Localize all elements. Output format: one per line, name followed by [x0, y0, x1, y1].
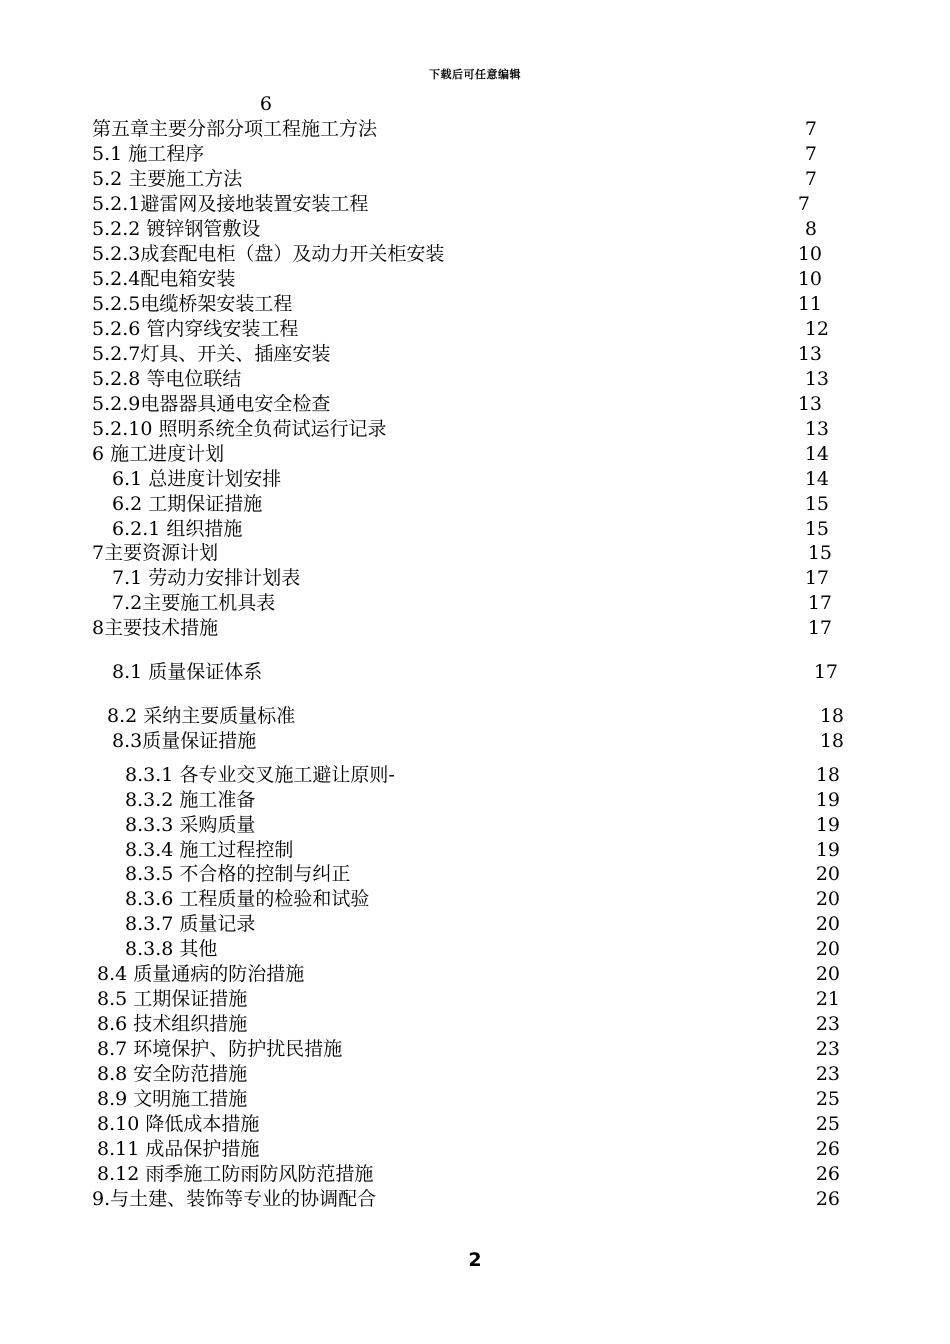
toc-entry-title: 5.2.5电缆桥架安装工程 — [92, 293, 293, 315]
toc-entry-page: 15 — [807, 542, 832, 564]
toc-entry-page: 18 — [819, 730, 844, 752]
toc-entry-page: 19 — [815, 789, 840, 811]
toc-entry — [0, 962, 950, 987]
toc-entry-page: 25 — [815, 1088, 840, 1110]
toc-entry — [0, 267, 950, 292]
toc-entry-page: 7 — [797, 193, 810, 215]
toc-entry-title: 6 施工进度计划 — [92, 443, 225, 465]
toc-entry — [0, 729, 950, 754]
toc-entry-page: 7 — [804, 168, 817, 190]
toc-entry-title: 8.3质量保证措施 — [112, 730, 257, 752]
toc-entry-title: 6.2 工期保证措施 — [112, 493, 263, 515]
toc-entry-page: 20 — [815, 888, 840, 910]
toc-entry-title: 8主要技术措施 — [92, 617, 219, 639]
toc-entry — [0, 217, 950, 242]
toc-entry — [0, 541, 950, 566]
toc-entry — [0, 912, 950, 937]
toc-entry-page: 20 — [815, 913, 840, 935]
toc-entry — [0, 342, 950, 367]
toc-entry — [0, 1037, 950, 1062]
toc-entry-page: 26 — [815, 1188, 840, 1210]
toc-entry-page: 7 — [804, 118, 817, 140]
toc-entry-title: 8.3.1 各专业交叉施工避让原则- — [125, 764, 395, 786]
toc-entry-page: 11 — [797, 293, 822, 315]
page-header: 下载后可任意编辑 — [429, 68, 521, 81]
toc-entry-page: 20 — [815, 963, 840, 985]
toc-entry-title: 8.3.3 采购质量 — [125, 814, 256, 836]
toc-entry — [0, 937, 950, 962]
toc-entry-title: 9.与土建、装饰等专业的协调配合 — [92, 1188, 377, 1210]
toc-entry-page: 19 — [815, 839, 840, 861]
toc-entry — [0, 417, 950, 442]
toc-entry-title: 7主要资源计划 — [92, 542, 219, 564]
toc-entry-page: 8 — [804, 218, 817, 240]
toc-entry-page: 13 — [804, 418, 829, 440]
toc-entry-title: 5.2.10 照明系统全负荷试运行记录 — [92, 418, 387, 440]
toc-entry-page: 25 — [815, 1113, 840, 1135]
toc-entry-title: 第五章主要分部分项工程施工方法 — [92, 118, 378, 140]
toc-entry-title: 8.3.8 其他 — [125, 938, 218, 960]
toc-entry — [0, 1162, 950, 1187]
toc-entry — [0, 117, 950, 142]
toc-entry — [0, 862, 950, 887]
toc-entry — [0, 788, 950, 813]
toc-entry-page: 18 — [815, 764, 840, 786]
toc-orphan-page-line — [0, 92, 950, 117]
toc-entry-title: 5.1 施工程序 — [92, 143, 205, 165]
toc-entry-title: 6.1 总进度计划安排 — [112, 468, 282, 490]
toc-entry-title: 5.2.6 管内穿线安装工程 — [92, 318, 299, 340]
toc-entry-title: 8.3.2 施工准备 — [125, 789, 256, 811]
toc-entry-title: 5.2 主要施工方法 — [92, 168, 243, 190]
toc-entry-page: 23 — [815, 1013, 840, 1035]
toc-entry-title: 6.2.1 组织措施 — [112, 518, 243, 540]
toc-entry-title: 5.2.3成套配电柜（盘）及动力开关柜安装 — [92, 243, 445, 265]
toc-entry-page: 13 — [804, 368, 829, 390]
toc-entry-page: 17 — [813, 661, 838, 683]
toc-entry — [0, 660, 950, 685]
toc-entry-title: 8.10 降低成本措施 — [97, 1113, 260, 1135]
toc-entry-page: 19 — [815, 814, 840, 836]
toc-entry — [0, 517, 950, 542]
toc-entry-page: 10 — [797, 268, 822, 290]
toc-entry-page: 17 — [807, 617, 832, 639]
toc-entry — [0, 1062, 950, 1087]
page-number: 2 — [468, 1249, 482, 1271]
toc-entry-title: 8.7 环境保护、防护扰民措施 — [97, 1038, 343, 1060]
toc-entry — [0, 763, 950, 788]
toc-entry-page: 14 — [804, 468, 829, 490]
toc-entry-page: 21 — [815, 988, 840, 1010]
toc-entry-page: 15 — [804, 518, 829, 540]
toc-entry — [0, 467, 950, 492]
toc-entry — [0, 813, 950, 838]
toc-entry — [0, 1012, 950, 1037]
toc-entry-page: 23 — [815, 1063, 840, 1085]
toc-entry-title: 8.8 安全防范措施 — [97, 1063, 248, 1085]
toc-entry-title: 8.3.4 施工过程控制 — [125, 839, 294, 861]
toc-entry-title: 8.3.7 质量记录 — [125, 913, 256, 935]
toc-entry-page: 23 — [815, 1038, 840, 1060]
toc-entry — [0, 616, 950, 641]
toc-entry-page: 7 — [804, 143, 817, 165]
toc-entry-title: 5.2.1避雷网及接地装置安装工程 — [92, 193, 369, 215]
toc-entry — [0, 1112, 950, 1137]
toc-entry-title: 8.6 技术组织措施 — [97, 1013, 248, 1035]
toc-entry-page: 26 — [815, 1163, 840, 1185]
toc-entry-title: 8.2 采纳主要质量标准 — [107, 705, 296, 727]
toc-entry-title: 8.4 质量通病的防治措施 — [97, 963, 305, 985]
toc-entry — [0, 167, 950, 192]
toc-entry — [0, 442, 950, 467]
toc-entry — [0, 1187, 950, 1212]
toc-entry — [0, 292, 950, 317]
toc-entry-title: 5.2.7灯具、开关、插座安装 — [92, 343, 331, 365]
toc-entry-title: 8.9 文明施工措施 — [97, 1088, 248, 1110]
toc-entry — [0, 1087, 950, 1112]
toc-entry — [0, 838, 950, 863]
toc-entry — [0, 492, 950, 517]
toc-entry-title: 8.5 工期保证措施 — [97, 988, 248, 1010]
toc-entry-page: 18 — [819, 705, 844, 727]
toc-entry — [0, 591, 950, 616]
toc-entry-page: 26 — [815, 1138, 840, 1160]
toc-entry — [0, 392, 950, 417]
toc-entry — [0, 317, 950, 342]
toc-entry-title: 7.2主要施工机具表 — [112, 592, 276, 614]
toc-entry-title: 8.3.5 不合格的控制与纠正 — [125, 863, 351, 885]
toc-entry-page: 20 — [815, 863, 840, 885]
toc-entry-page: 13 — [797, 393, 822, 415]
toc-entry — [0, 566, 950, 591]
toc-entry — [0, 1137, 950, 1162]
toc-entry-page: 14 — [804, 443, 829, 465]
toc-entry-title: 5.2.4配电箱安装 — [92, 268, 236, 290]
toc-entry-page: 10 — [797, 243, 822, 265]
toc-entry — [0, 242, 950, 267]
toc-entry-page: 17 — [807, 592, 832, 614]
toc-entry — [0, 987, 950, 1012]
toc-entry-title: 8.3.6 工程质量的检验和试验 — [125, 888, 370, 910]
toc-entry — [0, 367, 950, 392]
toc-entry — [0, 704, 950, 729]
toc-entry-title: 5.2.9电器器具通电安全检查 — [92, 393, 331, 415]
toc-entry-title: 5.2.2 镀锌钢管敷设 — [92, 218, 261, 240]
toc-entry-title: 7.1 劳动力安排计划表 — [112, 567, 301, 589]
toc-entry-title: 8.11 成品保护措施 — [97, 1138, 260, 1160]
toc-entry-title: 5.2.8 等电位联结 — [92, 368, 242, 390]
toc-entry-title: 8.1 质量保证体系 — [112, 661, 263, 683]
toc-entry-title: 8.12 雨季施工防雨防风防范措施 — [97, 1163, 374, 1185]
toc-entry-page: 13 — [797, 343, 822, 365]
toc-entry-page: 15 — [804, 493, 829, 515]
toc-entry-page: 20 — [815, 938, 840, 960]
toc-entry — [0, 192, 950, 217]
toc-entry-page: 12 — [804, 318, 829, 340]
toc-orphan-page-number: 6 — [259, 93, 272, 115]
toc-entry — [0, 142, 950, 167]
toc-entry-page: 17 — [804, 567, 829, 589]
toc-entry — [0, 887, 950, 912]
